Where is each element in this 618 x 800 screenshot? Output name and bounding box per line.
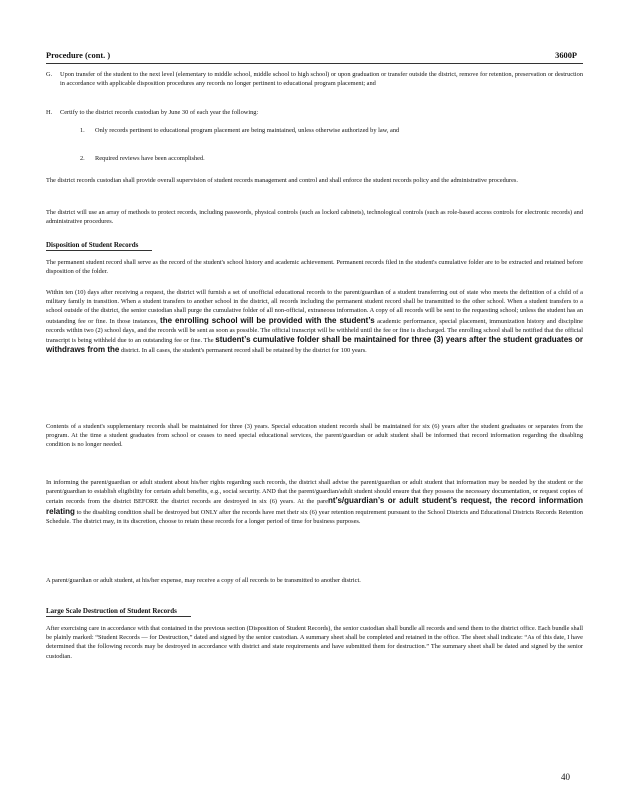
item-g-text: Upon transfer of the student to the next level (elementary to middle school, middle school to high school) or upon graduation or transfer outside the district, remove for retention, preservation or destruction in accordance with applicable disposition procedures any records no longer pertinent to educational program placement; and [60, 71, 583, 88]
disposition-heading: Disposition of Student Records [46, 240, 152, 251]
methods-paragraph: The district will use an array of methods to protect records, including passwords, physical controls (such as locked cabinets), technological controls (such as role-based access controls for electronic records) and administrative procedures. [46, 209, 583, 226]
item-h-text: Certify to the district records custodian by June 30 of each year the following: [60, 109, 259, 116]
disposition-p4-end: to the disabling condition shall be destroyed but ONLY after the records have met their six (6) year retention requirement pursuant to the School Districts and Educational Districts Records Retention Schedule. The district may, in its discretion, choose to retain these records for a longer period of time for business purposes. [46, 508, 583, 525]
disposition-p2-middle: academic performance, special placement, immunization history and discipline records within two (2) school days, and the records will be sent as soon as possible. The official transcript will be withheld until the fee or fine is discharged. The enrolling school shall be notified that the official transcript is being withheld due to an outstanding fee or fine. The [46, 317, 584, 345]
item-h2 [80, 154, 583, 163]
disposition-paragraph-5: A parent/guardian or adult student, at his/her expense, may receive a copy of all records to be transmitted to another district. [46, 577, 361, 584]
disposition-paragraph-2 [46, 288, 583, 355]
item-h-tag: H. [46, 109, 53, 116]
item-h1-text: Only records pertinent to educational program placement are being maintained, unless otherwise authorized by law, and [95, 127, 400, 134]
item-h1-tag: 1. [80, 127, 85, 134]
disposition-paragraph-4 [46, 478, 583, 526]
item-g [46, 70, 583, 88]
procedure-number: 3600P [555, 51, 577, 60]
item-h [46, 108, 583, 117]
disposition-p2-start: Within ten (10) days after receiving a request, the district will furnish a set of unofficial educational records to the parent/guardian of a student transferring out of state who meets the definition of a child of a military family in transition. When a student transfers to another school in the district, all records including the permanent student record shall be transmitted to the other school. When a student transfers to a school outside of the district, the senior custodian shall purge the cumulative folder of all non-official, extraneous information. A copy of all records will be sent to the requesting school; unless the student has an outstanding fee or fine. In those instances, [46, 289, 583, 325]
page-number: 40 [561, 772, 570, 782]
item-h1 [80, 126, 583, 135]
item-h2-tag: 2. [80, 155, 85, 162]
disposition-p2-end: district. In all cases, the student's permanent record shall be retained by the district for 100 years. [120, 347, 367, 355]
destruction-heading: Large Scale Destruction of Student Records [46, 606, 191, 617]
custodian-paragraph: The district records custodian shall provide overall supervision of student records management and control and shall enforce the student records policy and the administrative procedures. [46, 177, 518, 184]
disposition-paragraph-1: The permanent student record shall serve as the record of the student's school history and academic achievement. Permanent records filed in the student's cumulative folder are to be extracted and retained before disposition of the folder. [46, 259, 583, 276]
item-h2-text: Required reviews have been accomplished. [95, 155, 205, 162]
procedure-label: Procedure (cont. ) [46, 51, 111, 60]
page-header [46, 50, 583, 64]
disposition-p4-start: In informing the parent/guardian or adult student about his/her rights regarding such records, the district shall advise the parent/guardian or adult student that information may be needed by the student or the parent/guardian to establish eligibility for certain adult benefits, e.g., social security. AND that the parent/guardian/adult student should ensure that they possess the necessary documentation, or request copies of certain records from the district BEFORE the district records are destroyed in six (6) years. At the pare [46, 479, 583, 506]
disposition-p4-emphasis: nt’s/guardian’s or adult student’s request, the record information relating [46, 496, 584, 516]
destruction-paragraph: After exercising care in accordance with that contained in the previous section (Disposition of Student Records), the senior custodian shall bundle all records and send them to the district office. Each bundle shall be plainly marked: “Student Records — for Destruction,” dated and signed by the senior custodian. A summary sheet shall be completed and retained in the office. The sheet shall indicate: “As of this date, I have determined that the following records may be destroyed in accordance with district and state requirements and have submitted them for destruction.” The summary sheet shall be dated and signed by the senior custodian. [46, 625, 583, 660]
document-page [46, 50, 584, 660]
item-g-tag: G. [46, 71, 53, 78]
disposition-p2-emphasis-1: the enrolling school will be provided with the student’s [160, 315, 375, 325]
disposition-p2-emphasis-2: student’s cumulative folder shall be maintained for three (3) years after the student graduates or withdraws from the [46, 335, 583, 355]
disposition-paragraph-3: Contents of a student's supplementary records shall be maintained for three (3) years. Special education student records shall be maintained for six (6) years after the student graduates or separates from the program. At the time a student graduates from school or ceases to need special educational services, the parent/guardian or adult student shall be informed that record information regarding the disabling condition is no longer needed. [46, 423, 583, 449]
